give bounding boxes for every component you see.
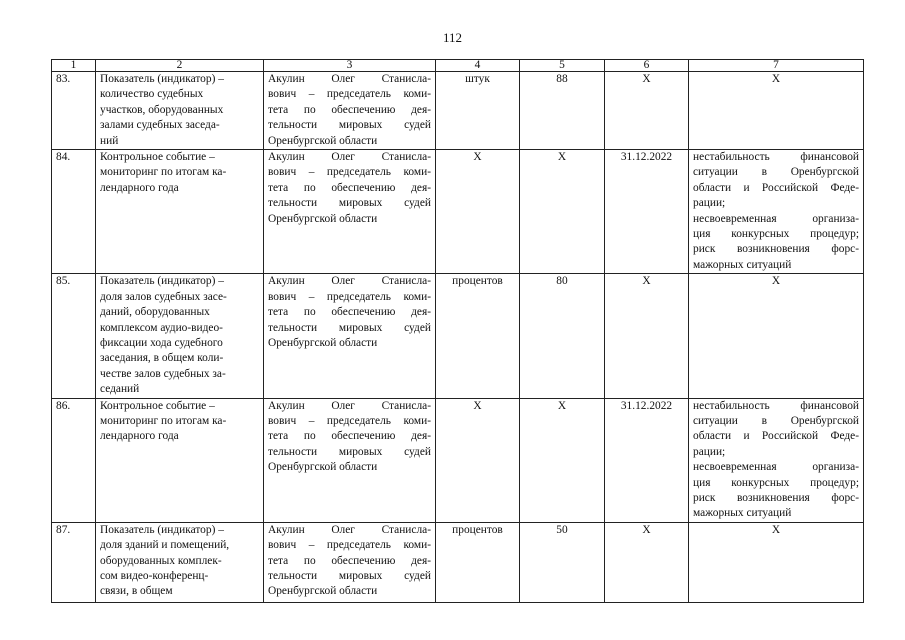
cell-line: нестабильность финансовой bbox=[693, 399, 859, 412]
table-row bbox=[52, 150, 864, 274]
cell-line: области и Российской Феде- bbox=[693, 181, 859, 194]
indicator-name-cell bbox=[96, 522, 264, 602]
cell-line: риск возникновения форс- bbox=[693, 243, 859, 256]
cell-line: тельности мировых судей bbox=[268, 197, 431, 210]
header-row bbox=[52, 60, 864, 72]
cell-line: ситуации в Оренбургской bbox=[693, 166, 859, 179]
date-cell: Х bbox=[605, 522, 689, 602]
unit-cell: процентов bbox=[436, 274, 520, 398]
cell-line: ция конкурсных процедур; bbox=[693, 476, 859, 489]
table-row bbox=[52, 398, 864, 522]
unit-cell: процентов bbox=[436, 522, 520, 602]
cell-line: седаний bbox=[100, 383, 140, 396]
cell-line: тельности мировых судей bbox=[268, 445, 431, 458]
cell-line: заседания, в общем коли- bbox=[100, 352, 224, 365]
cell-line: тета по обеспечению дея- bbox=[268, 430, 431, 443]
cell-line: честве залов судебных за- bbox=[100, 367, 226, 380]
cell-line: Оренбургской области bbox=[268, 585, 378, 598]
risk-cell bbox=[689, 398, 864, 522]
table-row bbox=[52, 72, 864, 150]
indicator-name-cell bbox=[96, 72, 264, 150]
cell-line: Контрольное событие – bbox=[100, 151, 215, 164]
value-cell: 50 bbox=[520, 522, 605, 602]
cell-line: ция конкурсных процедур; bbox=[693, 228, 859, 241]
responsible-cell bbox=[264, 398, 436, 522]
value-cell: 88 bbox=[520, 72, 605, 150]
cell-line: количество судебных bbox=[100, 88, 204, 101]
unit-cell: Х bbox=[436, 398, 520, 522]
cell-line: области и Российской Феде- bbox=[693, 430, 859, 443]
date-cell: 31.12.2022 bbox=[605, 398, 689, 522]
cell-line: несвоевременная организа- bbox=[693, 212, 859, 225]
cell-line: фиксации хода судебного bbox=[100, 336, 223, 349]
column-header: 7 bbox=[689, 60, 864, 72]
cell-line: несвоевременная организа- bbox=[693, 461, 859, 474]
cell-line: вович – председатель коми- bbox=[268, 290, 431, 303]
cell-line: вович – председатель коми- bbox=[268, 166, 431, 179]
cell-line: Оренбургской области bbox=[268, 212, 378, 225]
responsible-cell bbox=[264, 522, 436, 602]
cell-line: вович – председатель коми- bbox=[268, 539, 431, 552]
cell-line: ний bbox=[100, 134, 119, 147]
cell-line: лендарного года bbox=[100, 430, 179, 443]
cell-line: лендарного года bbox=[100, 181, 179, 194]
cell-line: рации; bbox=[693, 197, 726, 210]
cell-line: тета по обеспечению дея- bbox=[268, 181, 431, 194]
row-number-cell: 85. bbox=[52, 274, 96, 398]
cell-line: связи, в общем bbox=[100, 585, 173, 598]
cell-line: комплексом аудио-видео- bbox=[100, 321, 223, 334]
cell-line: Акулин Олег Станисла- bbox=[268, 399, 431, 412]
row-number-cell: 87. bbox=[52, 522, 96, 602]
cell-line: тельности мировых судей bbox=[268, 570, 431, 582]
table-row bbox=[52, 522, 864, 602]
cell-line: участков, оборудованных bbox=[100, 103, 224, 116]
column-header: 2 bbox=[96, 60, 264, 72]
cell-line: мониторинг по итогам ка- bbox=[100, 414, 227, 427]
cell-line: тета по обеспечению дея- bbox=[268, 306, 431, 319]
cell-line: тета по обеспечению дея- bbox=[268, 554, 431, 567]
cell-line: залами судебных заседа- bbox=[100, 119, 220, 132]
date-cell: Х bbox=[605, 72, 689, 150]
column-header: 5 bbox=[520, 60, 605, 72]
table-row bbox=[52, 274, 864, 398]
risk-cell bbox=[689, 150, 864, 274]
cell-line: тета по обеспечению дея- bbox=[268, 103, 431, 116]
cell-line: доля зданий и помещений, bbox=[100, 539, 230, 552]
indicator-name-cell bbox=[96, 150, 264, 274]
page-number: 112 bbox=[442, 30, 463, 45]
value-cell: 80 bbox=[520, 274, 605, 398]
cell-line: Оренбургской области bbox=[268, 336, 378, 349]
cell-line: Показатель (индикатор) – bbox=[100, 73, 224, 85]
cell-line: даний, оборудованных bbox=[100, 306, 210, 319]
responsible-cell bbox=[264, 274, 436, 398]
cell-line: Акулин Олег Станисла- bbox=[268, 151, 431, 164]
cell-line: нестабильность финансовой bbox=[693, 151, 859, 164]
risk-cell: Х bbox=[689, 72, 864, 150]
cell-line: Акулин Олег Станисла- bbox=[268, 523, 431, 536]
cell-line: мониторинг по итогам ка- bbox=[100, 166, 227, 179]
cell-line: сом видео-конференц- bbox=[100, 570, 209, 582]
column-header: 4 bbox=[436, 60, 520, 72]
indicator-name-cell bbox=[96, 274, 264, 398]
cell-line: ситуации в Оренбургской bbox=[693, 414, 859, 427]
cell-line: Показатель (индикатор) – bbox=[100, 523, 224, 536]
cell-line: оборудованных комплек- bbox=[100, 554, 222, 567]
date-cell: 31.12.2022 bbox=[605, 150, 689, 274]
plan-table bbox=[51, 59, 864, 603]
cell-line: Акулин Олег Станисла- bbox=[268, 275, 431, 288]
cell-line: вович – председатель коми- bbox=[268, 414, 431, 427]
value-cell: Х bbox=[520, 150, 605, 274]
unit-cell: Х bbox=[436, 150, 520, 274]
cell-line: мажорных ситуаций bbox=[693, 258, 792, 271]
cell-line: Оренбургской области bbox=[268, 461, 378, 474]
column-header: 1 bbox=[52, 60, 96, 72]
risk-cell: Х bbox=[689, 522, 864, 602]
risk-cell: Х bbox=[689, 274, 864, 398]
date-cell: Х bbox=[605, 274, 689, 398]
row-number-cell: 84. bbox=[52, 150, 96, 274]
cell-line: тельности мировых судей bbox=[268, 119, 431, 132]
indicator-name-cell bbox=[96, 398, 264, 522]
responsible-cell bbox=[264, 72, 436, 150]
cell-line: Акулин Олег Станисла- bbox=[268, 73, 431, 85]
cell-line: рации; bbox=[693, 445, 726, 458]
cell-line: вович – председатель коми- bbox=[268, 88, 431, 101]
cell-line: тельности мировых судей bbox=[268, 321, 431, 334]
cell-line: Контрольное событие – bbox=[100, 399, 215, 412]
column-header: 6 bbox=[605, 60, 689, 72]
cell-line: мажорных ситуаций bbox=[693, 507, 792, 520]
cell-line: риск возникновения форс- bbox=[693, 491, 859, 504]
row-number-cell: 86. bbox=[52, 398, 96, 522]
unit-cell: штук bbox=[436, 72, 520, 150]
cell-line: Показатель (индикатор) – bbox=[100, 275, 224, 288]
cell-line: доля залов судебных засе- bbox=[100, 290, 227, 303]
value-cell: Х bbox=[520, 398, 605, 522]
cell-line: Оренбургской области bbox=[268, 134, 378, 147]
responsible-cell bbox=[264, 150, 436, 274]
column-header: 3 bbox=[264, 60, 436, 72]
row-number-cell: 83. bbox=[52, 72, 96, 150]
